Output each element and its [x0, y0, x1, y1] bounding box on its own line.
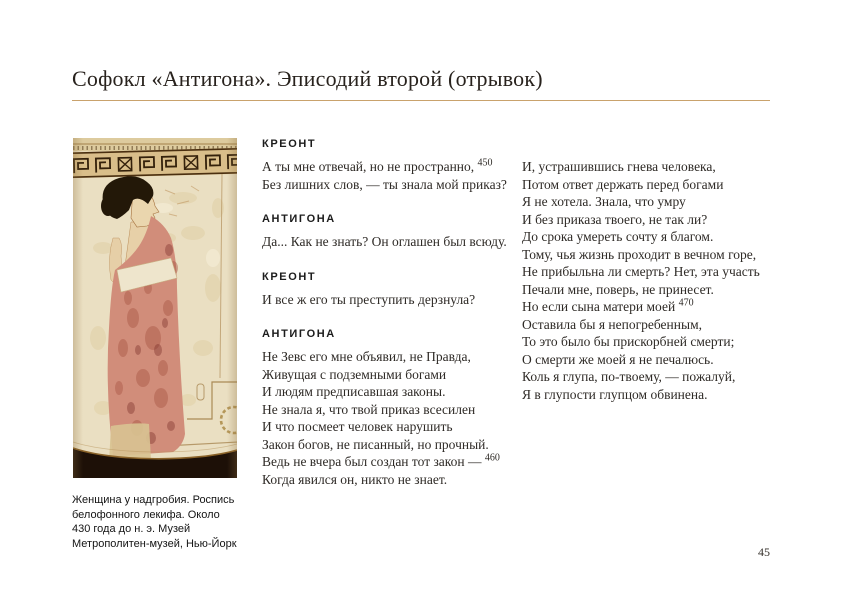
verse-line: Не Зевс его мне объявил, не Правда,: [262, 349, 471, 364]
verse-line: И, устрашившись гнева человека,: [522, 159, 716, 174]
page-title: Софокл «Антигона». Эписодий второй (отрывок): [72, 66, 543, 91]
speaker-label: КРЕОНТ: [262, 270, 317, 283]
verse-line: Живущая с подземными богами: [262, 366, 447, 382]
verse-line: Закон богов, не писанный, но прочный.: [262, 436, 489, 452]
dialogue-column-2: [522, 158, 784, 403]
verse-line: Ведь не вчера был создан тот закон — $^{460}$: [262, 452, 500, 469]
speaker-label: КРЕОНТ: [262, 138, 317, 150]
caption-line: Женщина у надгробия. Роспись: [72, 494, 235, 506]
verse-line: Не знала я, что твой приказ всесилен: [262, 401, 476, 417]
verse-line: Коль я глупа, по-твоему, — пожалуй,: [522, 369, 736, 384]
verse-line: И без приказа твоего, не так ли?: [522, 211, 708, 227]
verse-line: Тому, чья жизнь проходит в вечном горе,: [522, 246, 757, 262]
verse-line: Когда явился он, никто не знает.: [262, 471, 448, 487]
verse-line: И людям предписавшая законы.: [262, 384, 446, 399]
verse-line: И что посмеет человек нарушить: [262, 419, 453, 434]
speaker-label: АНТИГОНА: [262, 213, 336, 225]
verse-line: О смерти же моей я не печалюсь.: [522, 351, 714, 367]
verse-line: Оставила бы я непогребенным,: [522, 316, 702, 332]
verse-line: Потом ответ держать перед богами: [522, 176, 724, 192]
verse-line: Но если сына матери моей $^{470}$: [522, 297, 694, 314]
dialogue-column-1: [262, 138, 524, 488]
verse-line: Я в глупости глупцом обвинена.: [522, 386, 708, 402]
verse-line: Без лишних слов, — ты знала мой приказ?: [262, 176, 507, 192]
title-rule: [72, 100, 770, 101]
verse-number: 470: [678, 297, 694, 309]
caption-line: белофонного лекифа. Около: [72, 508, 220, 521]
verse-line: Я не хотела. Знала, что умру: [522, 194, 686, 209]
verse-line: До срока умереть сочту я благом.: [522, 229, 714, 244]
verse-line: А ты мне отвечай, но не пространно, $^{450}$: [262, 157, 493, 174]
verse-line: Не прибыльна ли смерть? Нет, эта участь: [522, 264, 760, 279]
verse-line: И все ж его ты преступить дерзнула?: [262, 291, 476, 307]
speaker-label: АНТИГОНА: [262, 328, 336, 340]
verse-line: Печали мне, поверь, не принесет.: [522, 281, 714, 297]
verse-number: 450: [477, 157, 493, 169]
lekythos-image: [73, 138, 237, 478]
verse-number: 460: [484, 452, 500, 464]
caption-line: 430 года до н. э. Музей: [72, 523, 191, 535]
figure-caption: [72, 493, 267, 551]
caption-line: Метрополитен-музей, Нью-Йорк: [72, 537, 237, 550]
verse-line: То это было бы прискорбней смерти;: [522, 334, 735, 349]
verse-line: Да... Как не знать? Он оглашен был всюду.: [262, 234, 507, 249]
page-number: 45: [758, 545, 770, 559]
lekythos-painting-svg: [73, 138, 237, 478]
